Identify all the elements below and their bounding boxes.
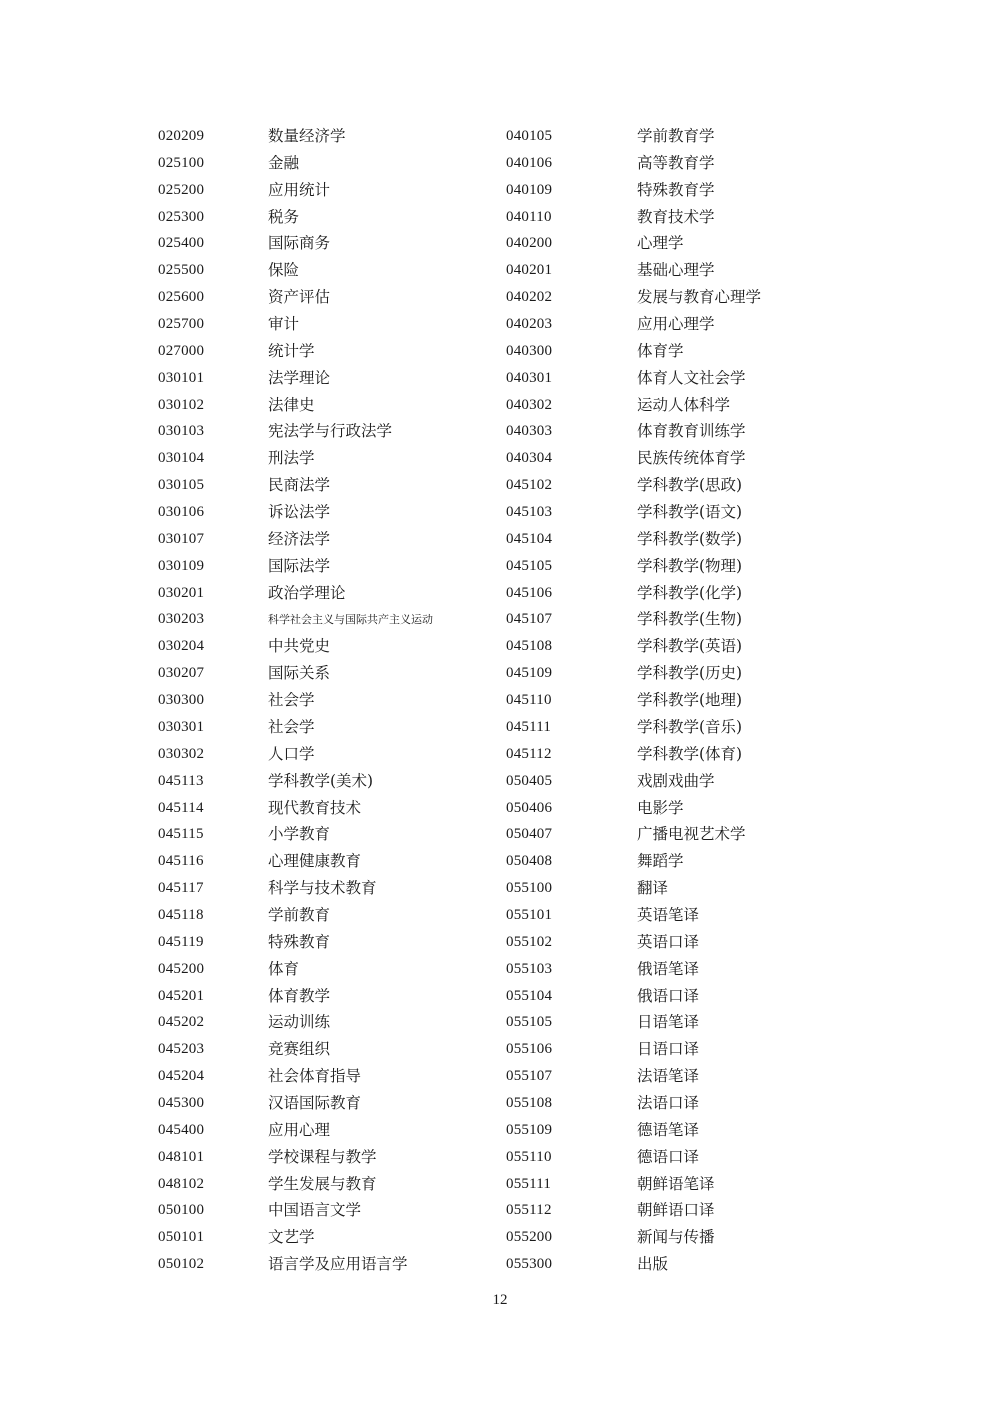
discipline-name: 中共党史: [268, 637, 331, 656]
discipline-code: 045114: [158, 799, 204, 816]
discipline-code: 040301: [506, 369, 553, 386]
discipline-name: 政治学理论: [268, 583, 346, 602]
discipline-code: 045118: [158, 906, 204, 923]
discipline-code: 025600: [158, 289, 205, 306]
discipline-code: 045203: [158, 1041, 205, 1058]
discipline-name: 法律史: [268, 395, 315, 414]
discipline-name: 国际关系: [268, 664, 331, 683]
discipline-name: 俄语口译: [637, 986, 700, 1005]
discipline-code: 040300: [506, 342, 553, 359]
discipline-code: 045102: [506, 477, 553, 494]
discipline-code: 040109: [506, 181, 553, 198]
discipline-code: 055101: [506, 906, 553, 923]
discipline-name: 德语口译: [637, 1147, 700, 1166]
discipline-code: 030302: [158, 745, 205, 762]
discipline-code: 055103: [506, 960, 553, 977]
discipline-name: 人口学: [268, 744, 315, 763]
discipline-code: 045104: [506, 530, 553, 547]
discipline-code: 030204: [158, 638, 205, 655]
discipline-name: 特殊教育学: [637, 180, 715, 199]
discipline-name: 文艺学: [268, 1228, 315, 1247]
discipline-code: 030207: [158, 665, 205, 682]
discipline-code: 050102: [158, 1256, 205, 1273]
discipline-code: 030201: [158, 584, 205, 601]
discipline-name: 体育人文社会学: [637, 368, 746, 387]
discipline-name: 心理健康教育: [268, 852, 362, 871]
discipline-name: 应用统计: [268, 180, 331, 199]
discipline-code: 050406: [506, 799, 553, 816]
discipline-code: 055108: [506, 1094, 553, 1111]
discipline-name: 国际商务: [268, 234, 331, 253]
discipline-code: 045107: [506, 611, 553, 628]
discipline-name: 诉讼法学: [268, 503, 331, 522]
discipline-code: 025300: [158, 208, 205, 225]
discipline-code: 045111: [506, 718, 552, 735]
discipline-code: 045119: [158, 933, 204, 950]
discipline-name: 学科教学(物理): [637, 556, 743, 575]
discipline-code: 045103: [506, 504, 553, 521]
discipline-code: 045108: [506, 638, 553, 655]
discipline-name: 学科教学(思政): [637, 476, 743, 495]
discipline-code: 040202: [506, 289, 553, 306]
discipline-name: 中国语言文学: [268, 1201, 362, 1220]
discipline-name: 朝鲜语口译: [637, 1201, 715, 1220]
discipline-name: 运动训练: [268, 1013, 331, 1032]
discipline-code: 048101: [158, 1148, 205, 1165]
discipline-name: 科学与技术教育: [268, 879, 377, 898]
discipline-code: 030203: [158, 611, 205, 628]
discipline-name: 学科教学(英语): [637, 637, 743, 656]
discipline-name: 审计: [268, 315, 300, 334]
discipline-code: 055100: [506, 880, 553, 897]
discipline-name: 社会学: [268, 717, 315, 736]
discipline-code: 055112: [506, 1202, 552, 1219]
discipline-code: 045105: [506, 557, 553, 574]
discipline-name: 竞赛组织: [268, 1040, 331, 1059]
discipline-name: 新闻与传播: [637, 1228, 715, 1247]
discipline-code: 030107: [158, 530, 205, 547]
discipline-name: 应用心理: [268, 1120, 331, 1139]
discipline-code: 030301: [158, 718, 205, 735]
discipline-name: 社会体育指导: [268, 1067, 362, 1086]
discipline-name: 语言学及应用语言学: [268, 1255, 408, 1274]
discipline-name: 学科教学(历史): [637, 664, 743, 683]
discipline-code: 045204: [158, 1068, 205, 1085]
discipline-code: 040303: [506, 423, 553, 440]
discipline-code: 030102: [158, 396, 205, 413]
discipline-code: 020209: [158, 128, 205, 144]
discipline-code: 045112: [506, 745, 552, 762]
discipline-code: 040110: [506, 208, 552, 225]
discipline-code: 055107: [506, 1068, 553, 1085]
discipline-name: 广播电视艺术学: [637, 825, 746, 844]
discipline-name: 电影学: [637, 798, 684, 817]
discipline-name: 民商法学: [268, 476, 331, 495]
discipline-code: 030103: [158, 423, 205, 440]
discipline-name: 教育技术学: [637, 207, 715, 226]
discipline-name: 法学理论: [268, 368, 331, 387]
discipline-code: 030106: [158, 504, 205, 521]
discipline-code: 045110: [506, 692, 552, 709]
discipline-code: 055200: [506, 1229, 553, 1246]
discipline-code: 040203: [506, 316, 553, 333]
discipline-code: 045116: [158, 853, 204, 870]
discipline-name: 翻译: [637, 879, 669, 898]
discipline-code: 040304: [506, 450, 553, 467]
discipline-code: 055105: [506, 1014, 553, 1031]
discipline-name: 日语笔译: [637, 1013, 700, 1032]
discipline-code: 045202: [158, 1014, 205, 1031]
discipline-name: 法语口译: [637, 1093, 700, 1112]
discipline-code: 030300: [158, 692, 205, 709]
discipline-name: 法语笔译: [637, 1067, 700, 1086]
discipline-code: 040302: [506, 396, 553, 413]
discipline-name: 俄语笔译: [637, 959, 700, 978]
discipline-code: 055110: [506, 1148, 552, 1165]
discipline-name: 统计学: [268, 341, 315, 360]
discipline-code: 048102: [158, 1175, 205, 1192]
discipline-name: 英语笔译: [637, 905, 700, 924]
discipline-name: 学科教学(美术): [268, 771, 374, 790]
discipline-code: 055111: [506, 1175, 552, 1192]
discipline-code: 050100: [158, 1202, 205, 1219]
discipline-code: 055109: [506, 1121, 553, 1138]
discipline-name: 运动人体科学: [637, 395, 731, 414]
discipline-code: 055106: [506, 1041, 553, 1058]
discipline-name: 学科教学(数学): [637, 529, 743, 548]
discipline-name: 数量经济学: [268, 127, 346, 145]
discipline-code: 050101: [158, 1229, 205, 1246]
discipline-code: 045113: [158, 772, 204, 789]
page-number: 12: [492, 1292, 508, 1308]
discipline-code: 025100: [158, 154, 205, 171]
discipline-name: 日语口译: [637, 1040, 700, 1059]
discipline-code: 045106: [506, 584, 553, 601]
discipline-code: 045117: [158, 880, 204, 897]
discipline-code: 030104: [158, 450, 205, 467]
discipline-name: 出版: [637, 1255, 669, 1274]
discipline-name: 科学社会主义与国际共产主义运动: [268, 613, 433, 627]
discipline-name: 应用心理学: [637, 315, 715, 334]
discipline-name: 刑法学: [268, 449, 315, 468]
discipline-name: 金融: [268, 153, 300, 172]
discipline-name: 英语口译: [637, 932, 700, 951]
discipline-code: 025200: [158, 181, 205, 198]
discipline-code: 045300: [158, 1094, 205, 1111]
discipline-code: 055300: [506, 1256, 553, 1273]
discipline-name: 学科教学(音乐): [637, 717, 743, 736]
discipline-code: 040200: [506, 235, 553, 252]
discipline-code: 040201: [506, 262, 553, 279]
discipline-name: 戏剧戏曲学: [637, 771, 715, 790]
discipline-name: 国际法学: [268, 556, 331, 575]
discipline-name: 学科教学(生物): [637, 610, 743, 629]
discipline-name: 小学教育: [268, 825, 331, 844]
discipline-code: 025700: [158, 316, 205, 333]
discipline-name: 舞蹈学: [637, 852, 684, 871]
discipline-name: 德语笔译: [637, 1120, 700, 1139]
discipline-name: 特殊教育: [268, 932, 331, 951]
discipline-code: 025400: [158, 235, 205, 252]
discipline-code: 050408: [506, 853, 553, 870]
discipline-name: 宪法学与行政法学: [268, 422, 393, 441]
discipline-name: 汉语国际教育: [268, 1093, 362, 1112]
discipline-code: 030109: [158, 557, 205, 574]
discipline-name: 社会学: [268, 691, 315, 710]
discipline-name: 保险: [268, 261, 300, 280]
discipline-name: 学前教育学: [637, 127, 715, 145]
discipline-code: 040105: [506, 128, 553, 144]
discipline-name: 民族传统体育学: [637, 449, 746, 468]
discipline-code: 045115: [158, 826, 204, 843]
discipline-code: 040106: [506, 154, 553, 171]
discipline-name: 体育学: [637, 341, 684, 360]
discipline-name: 学前教育: [268, 905, 331, 924]
discipline-name: 心理学: [637, 234, 684, 253]
discipline-code: 045109: [506, 665, 553, 682]
discipline-name: 高等教育学: [637, 153, 715, 172]
discipline-code: 025500: [158, 262, 205, 279]
discipline-name: 学科教学(体育): [637, 744, 743, 763]
discipline-code: 030105: [158, 477, 205, 494]
discipline-name: 经济法学: [268, 529, 331, 548]
discipline-code: 027000: [158, 342, 205, 359]
discipline-name: 体育教学: [268, 986, 331, 1005]
discipline-name: 朝鲜语笔译: [637, 1174, 715, 1193]
discipline-name: 现代教育技术: [268, 798, 362, 817]
discipline-code: 045200: [158, 960, 205, 977]
discipline-code: 045201: [158, 987, 205, 1004]
discipline-name: 发展与教育心理学: [637, 288, 762, 307]
discipline-name: 学科教学(化学): [637, 583, 743, 602]
discipline-name: 体育: [268, 959, 300, 978]
discipline-code: 030101: [158, 369, 205, 386]
discipline-name: 学科教学(语文): [637, 503, 743, 522]
discipline-name: 基础心理学: [637, 261, 715, 280]
discipline-name: 资产评估: [268, 288, 331, 307]
discipline-name: 学校课程与教学: [268, 1147, 377, 1166]
discipline-code: 045400: [158, 1121, 205, 1138]
discipline-code: 050407: [506, 826, 553, 843]
discipline-code: 055104: [506, 987, 553, 1004]
discipline-name: 税务: [268, 207, 300, 226]
discipline-name: 学科教学(地理): [637, 691, 743, 710]
discipline-code: 055102: [506, 933, 553, 950]
discipline-name: 学生发展与教育: [268, 1174, 377, 1193]
discipline-code: 050405: [506, 772, 553, 789]
discipline-name: 体育教育训练学: [637, 422, 746, 441]
